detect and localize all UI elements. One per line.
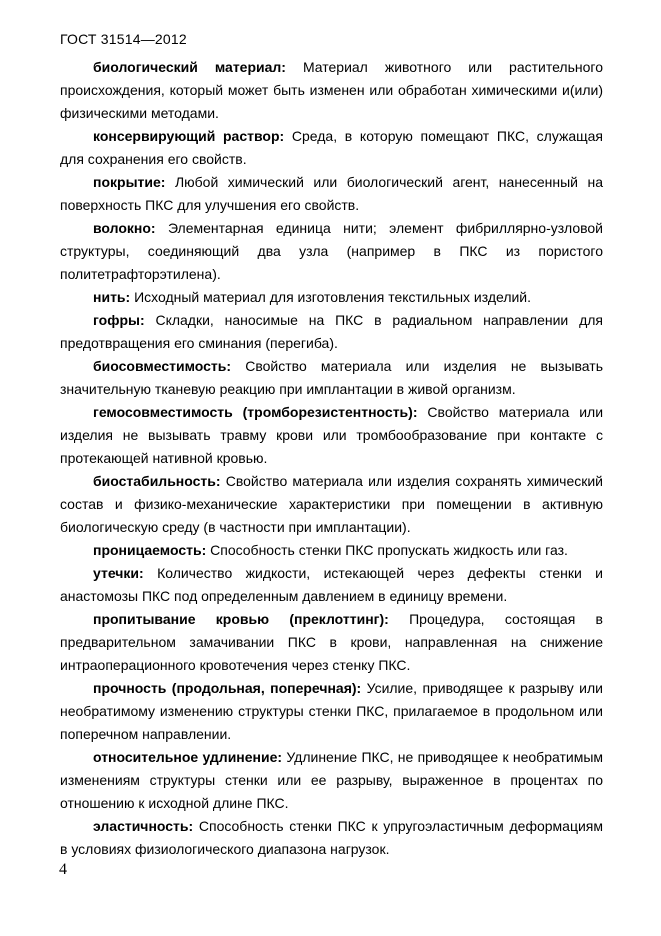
definition-term: утечки: [93,565,144,581]
definition-term: прочность (продольная, поперечная): [93,680,362,696]
definition-text: Свойство материала или изделия не вызывать значительную тканевую реакцию при имплантации в живой организм. [60,358,603,397]
definition-term: эластичность: [93,818,194,834]
definition-term: биосовместимость: [93,358,232,374]
definition-term: проницаемость: [93,542,207,558]
definition-paragraph [60,401,603,470]
definition-paragraph [60,470,603,539]
definitions-list [60,56,603,861]
definition-term: относительное удлинение: [93,749,283,765]
definition-text: Способность стенки ПКС пропускать жидкость или газ. [210,542,568,558]
definition-text: Среда, в которую помещают ПКС, служащая для сохранения его свойств. [60,128,604,167]
definition-term: биостабильность: [93,473,221,489]
definition-text: Исходный материал для изготовления текстильных изделий. [134,289,532,305]
definition-paragraph [60,171,603,217]
definition-paragraph [60,562,603,608]
definition-text: Элементарная единица нити; элемент фибриллярно-узловой структуры, соединяющий два узла (например в ПКС из пористого политетрафторэтилена). [60,220,603,282]
document-header: ГОСТ 31514—2012 [60,31,187,47]
definition-term: гофры: [93,312,145,328]
definition-paragraph [60,539,603,562]
definition-text: Любой химический или биологический агент, нанесенный на поверхность ПКС для улучшения его свойств. [60,174,604,213]
definition-term: биологический материал: [93,59,286,75]
definition-text: Усилие, приводящее к разрыву или необратимому изменению структуры стенки ПКС, прилагаемое в продольном или поперечном направлении. [60,680,603,742]
definition-text: Процедура, состоящая в предварительном замачивании ПКС в крови, направленная на снижение интраоперационного кровотечения через стенку ПКС. [60,611,603,673]
definition-text: Способность стенки ПКС к упругоэластичным деформациям в условиях физиологического диапазона нагрузок. [60,818,603,857]
definition-paragraph [60,217,603,286]
definition-text: Количество жидкости, истекающей через дефекты стенки и анастомозы ПКС под определенным давлением в единицу времени. [60,565,604,604]
definition-paragraph [60,677,603,746]
definition-paragraph [60,125,603,171]
definition-text: Свойство материала или изделия не вызывать травму крови или тромбообразование при контакте с протекающей нативной кровью. [60,404,604,466]
definition-paragraph [60,286,603,309]
definition-term: покрытие: [93,174,166,190]
definition-text: Материал животного или растительного происхождения, который может быть изменен или обработан химическими и(или) физическими методами. [60,59,603,121]
definition-paragraph [60,608,603,677]
definition-text: Складки, наносимые на ПКС в радиальном направлении для предотвращения его сминания (перегиба). [60,312,603,351]
definition-term: гемосовместимость (тромборезистентность): [93,404,418,420]
definition-term: волокно: [93,220,156,236]
definition-text: Свойство материала или изделия сохранять химический состав и физико-механические характеристики при помещении в активную биологическую среду (в частности при имплантации). [60,473,603,535]
definition-paragraph [60,355,603,401]
definition-paragraph [60,746,603,815]
page-number: 4 [59,861,67,878]
definition-paragraph [60,56,603,125]
definition-term: нить: [93,289,131,305]
definition-term: консервирующий раствор: [93,128,285,144]
definition-paragraph [60,815,603,861]
definition-paragraph [60,309,603,355]
definition-text: Удлинение ПКС, не приводящее к необратимым изменениям структуры стенки или ее разрыву, выраженное в процентах по отношению к исходной длине ПКС. [60,749,604,811]
definition-term: пропитывание кровью (преклоттинг): [93,611,389,627]
